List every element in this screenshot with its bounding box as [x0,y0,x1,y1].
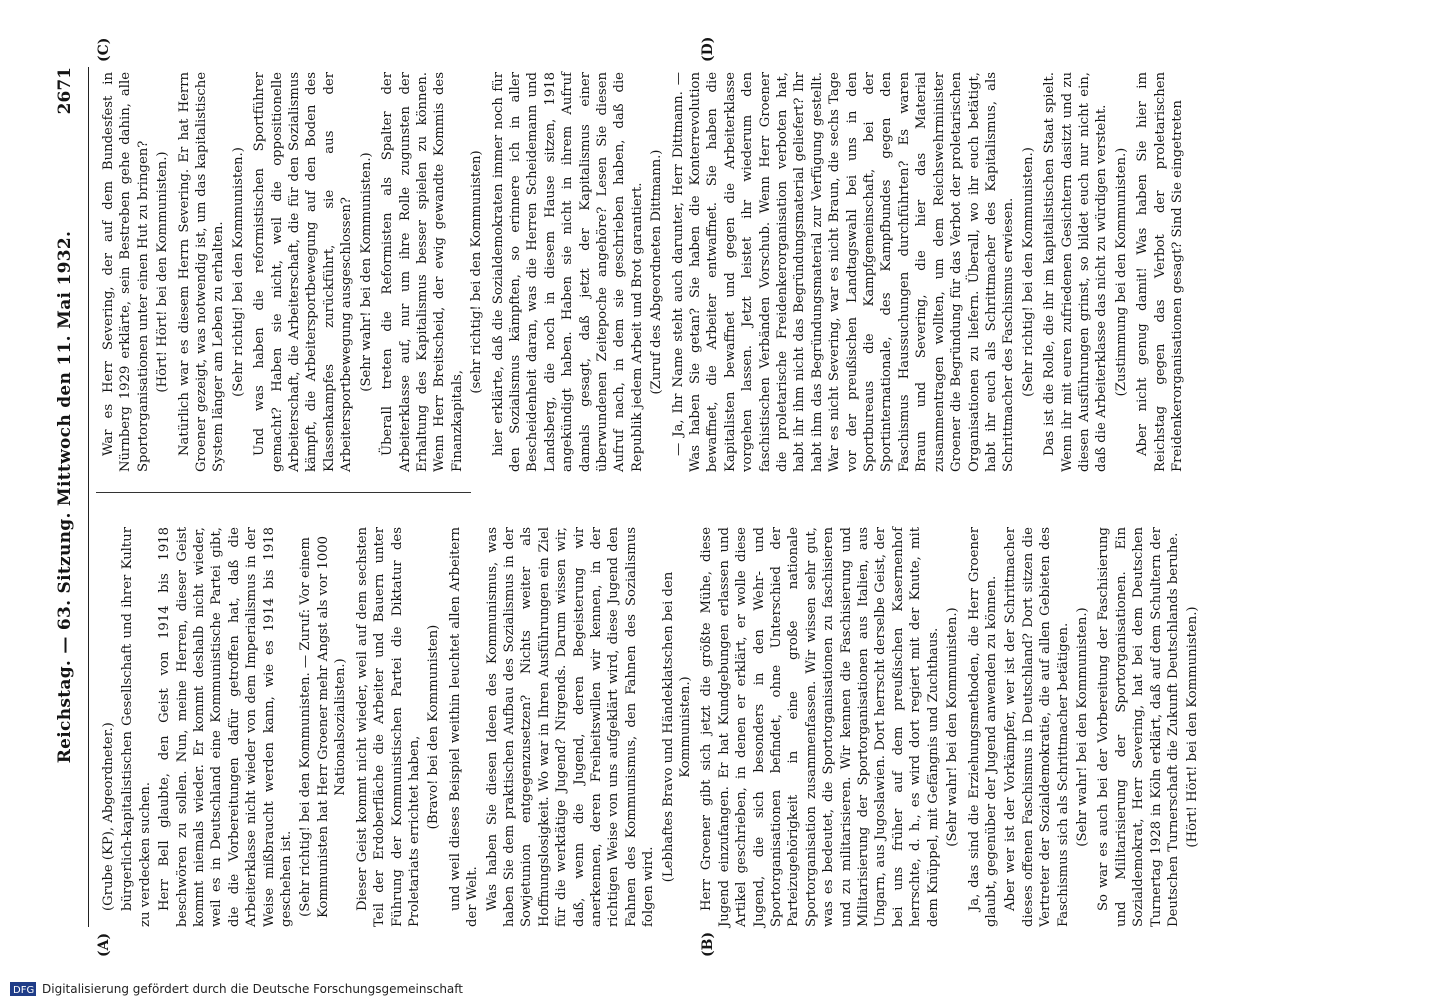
paragraph: Natürlich war es diesem Herrn Severing. Er hat Herrn Groener gezeigt, was notwendig ist, um das kapitalistische System länger am Leben zu erhalten. [176,72,227,472]
interjection: (Hört! Hört! bei den Kommunisten.) [1185,606,1201,848]
paragraph: Was haben Sie diesen Ideen des Kommunismus, was haben Sie dem praktischen Aufbau des Sozialismus in der Sowjetunion entgegenzusetzen? Nichts weiter als Hoffnungslosigkeit. Wo war in Ihren Ausführungen ein Ziel für die werktätige Jugend? Nirgends. Darum wissen wir, daß, wenn die Jugend, deren Begeisterung wir anerkennen, deren Freiheitswillen wir kennen, in der richtigen Weise von uns aufgeklärt wird, diese Jugend den Fahnen des Kommunismus, den Fahnen des Sozialismus folgen wird. [484,527,657,927]
page-header [55,67,83,927]
paragraph: War es Herr Severing, der auf dem Bundesfest in Nürnberg 1929 erklärte, sein Bestreben gehe dahin, alle Sportorganisationen unter einen Hut zu bringen? [101,72,151,472]
margin-mark-a: (A) [96,932,112,957]
paragraph: Und was haben die reformistischen Sportführer gemacht? Haben sie nicht, weil die oppositionelle Arbeiterschaft, die Arbeiterschaft, die für den Sozialismus kämpft, die Arbeitersportbewegung auf den Boden des Klassenkampfes zurückführt, sie aus der Arbeitersportbewegung ausgeschlossen? [252,72,355,472]
margin-mark-d: (D) [700,36,716,62]
interjection: (sehr richtig! bei den Kommunisten) [469,150,485,394]
paragraph: bürgerlich-kapitalistischen Gesellschaft und ihrer Kultur zu verdecken suchen. [120,527,153,927]
margin-mark-b: (B) [700,931,716,957]
header-rule [88,67,89,927]
paragraph: Das ist die Rolle, die ihr im kapitalistischen Staat spielt. Wenn ihr mit euren zufriedenen Gesichtern dasitzt und zu diesen Ausführungen grinst, so bildet euch nur nicht ein, daß die Arbeiterklasse das nicht zu würdigen versteht. [1042,72,1110,472]
interjection: (Sehr richtig! bei den Kommunisten.) [1020,147,1036,397]
paragraph: Ja, das sind die Erziehungsmethoden, die Herr Groener glaubt, gegenüber der Jugend anwenden zu können. [966,527,999,927]
interjection: (Zustimmung bei den Kommunisten.) [1113,147,1129,397]
interjection: (Sehr richtig! bei den Kommunisten. — Zuruf: Vor einem Kommunisten hat Herr Groener mehr Angst als vor 1000 Nationalsozialisten.) [298,535,349,919]
interjection: (Zuruf des Abgeordneten Dittmann.) [649,149,665,395]
left-column [100,527,1206,927]
dfg-logo-text: DFG [13,985,35,996]
interjection: (Sehr wahr! bei den Kommunisten.) [358,152,374,392]
column-divider [96,492,471,493]
margin-mark-c: (C) [96,37,112,62]
right-column [100,72,1188,472]
paragraph: Dieser Geist kommt nicht wieder, weil auf dem sechsten Teil der Erdoberfläche die Arbeiter und Bauern unter Führung der Kommunistischen Partei die Diktatur des Proletariats errichtet haben, [354,527,422,927]
page-number: 2671 [55,67,75,115]
paragraph: Herr Groener gibt sich jetzt die größte Mühe, diese Jugend einzufangen. Er hat Kundgebungen erlassen und Artikel geschrieben, in denen er erklärt, er wolle diese Jugend, die sich besonders in den Wehr- und Sportorganisationen befindet, ohne Unterschied der Parteizugehörigkeit in eine große nationale Sportorganisation zusammenfassen. Wir wissen sehr gut, was es bedeutet, die Sportorganisationen zu faschisieren und zu militarisieren. Wir kennen die Faschisierung und Militarisierung der Sportorganisationen aus Italien, aus Ungarn, aus Jugoslawien. Dort herrscht derselbe Geist, der bei uns früher auf dem preußischen Kasernenhof herrschte, d. h., es wird dort regiert mit der Knute, mit dem Knüppel, mit Gefängnis und Zuchthaus. [699,527,941,927]
paragraph: Aber wer ist der Vorkämpfer, wer ist der Schrittmacher dieses offenen Faschismus in Deutschland? Dort sitzen die Vertreter der Sozialdemokratie, die auf allen Gebieten des Faschismus sich als Schrittmacher betätigen. [1003,527,1071,927]
paragraph: hier erklärte, daß die Sozialdemokraten immer noch für den Sozialismus kämpften, so erinnere ich in aller Bescheidenheit daran, was die Herren Scheidemann und Landsberg, die noch in diesem Hause sitzen, 1918 angekündigt haben. Haben sie nicht in ihrem Aufruf damals gesagt, daß jetzt der Kapitalismus einer überwundenen Zeitepoche angehöre? Lesen Sie diesen Aufruf nach, in dem sie geschrieben haben, daß die Republik jedem Arbeit und Brot garantiert. [490,72,645,472]
interjection: (Bravo! bei den Kommunisten) [426,624,442,830]
header-title: Reichstag. — 63. Sitzung. Mittwoch den 11. Mai 1932. [55,230,75,764]
footer [0,978,1000,1000]
paragraph: So war es auch bei der Vorbereitung der Faschisierung und Militarisierung der Sportorganisationen. Ein Sozialdemokrat, Herr Severing, hat bei dem Deutschen Turnertag 1928 in Köln erklärt, daß auf dem Schultern der Deutschen Turnerschaft die Zukunft Deutschlands beruhe. [1096,527,1181,927]
interjection: (Sehr wahr! bei den Kommunisten.) [1074,607,1090,847]
paragraph: Herr Bell glaubte, den Geist von 1914 bis 1918 beschwören zu sollen. Nun, meine Herren, dieser Geist kommt niemals wieder. Er kommt deshalb nicht wieder, weil es in Deutschland eine Kommunistische Partei gibt, die die Vorbereitungen dafür getroffen hat, daß die Arbeiterklasse nicht wieder von dem Imperialismus in der Weise mißbraucht werden kann, wie es 1914 bis 1918 geschehen ist. [157,527,295,927]
paragraph: und weil dieses Beispiel weithin leuchtet allen Arbeitern der Welt. [447,527,481,927]
paragraph: — Ja, Ihr Name steht auch darunter, Herr Dittmann. — Was haben Sie getan? Sie haben die Konterrevolution bewaffnet, die Arbeiter entwaffnet. Sie haben die Kapitalisten bewaffnet und gegen die Arbeiterklasse vorgehen lassen. Jetzt leistet ihr wiederum den faschistischen Verbänden Vorschub. Wenn Herr Groener die proletarische Freidenkerorganisation verboten hat, habt ihr ihm nicht das Begründungsmaterial geliefert? Ihr habt ihm das Begründungsmaterial zur Verfügung gestellt. War es nicht Severing, war es nicht Braun, die sechs Tage vor der preußischen Landtagswahl bei uns in den Sportbureaus die Kampfgemeinschaft, bei der Sportinternationale, des Kampfbundes gegen den Faschismus Haussuchungen durchführten? Es waren Braun und Severing, die hier das Material zusammentragen wollten, um dem Reichswehrminister Groener die Begründung für das Verbot der proletarischen Organisationen zu liefern. Überall, wo ihr euch betätigt, habt ihr euch als Schrittmacher des Kapitalismus, als Schrittmacher des Faschismus erwiesen. [670,72,1017,472]
interjection: (Sehr richtig! bei den Kommunisten.) [230,147,246,397]
paragraph: Überall treten die Reformisten als Spalter der Arbeiterklasse auf, nur um ihre Rolle zugunsten der Erhaltung des Kapitalismus besser spielen zu können. Wenn Herr Breitscheid, der ewig gewandte Kommis des Finanzkapitals, [380,72,465,472]
interjection: (Lebhaftes Bravo und Händeklatschen bei den Kommunisten.) [660,571,693,883]
interjection: (Sehr wahr! bei den Kommunisten.) [945,607,961,847]
paragraph: Aber nicht genug damit! Was haben Sie hier im Reichstag gegen das Verbot der proletarischen Freidenkerorganisationen gesagt? Sind Sie eingetreten [1135,72,1185,472]
paragraph: (Grube (KP), Abgeordneter.) [101,722,116,911]
footer-text: Digitalisierung gefördert durch die Deutsche Forschungsgemeinschaft [42,982,464,996]
interjection: (Hört! Hört! bei den Kommunisten.) [155,151,171,393]
